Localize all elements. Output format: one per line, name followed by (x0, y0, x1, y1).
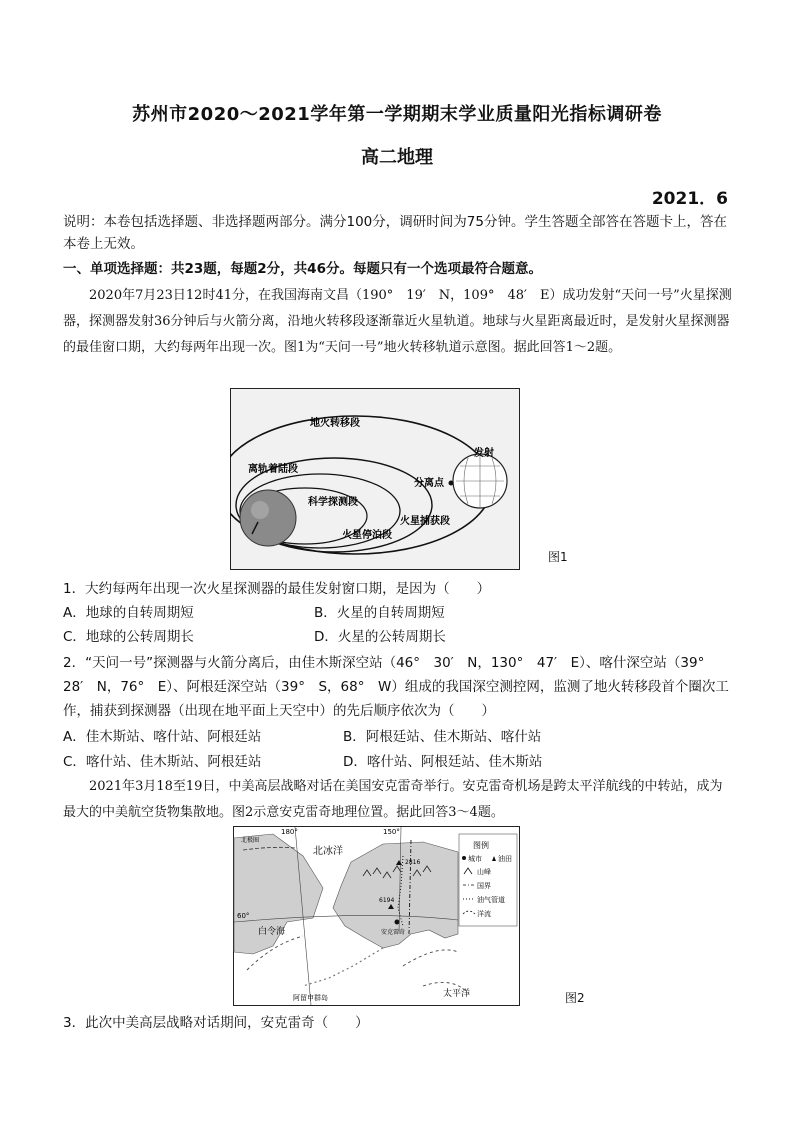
legend-city-icon (462, 856, 466, 860)
section1-heading: 一、单项选择题：共23题，每题2分，共46分。每题只有一个选项最符合题意。 (63, 261, 542, 277)
lon-180-label: 180° (281, 828, 298, 836)
page-subtitle: 高二地理 (361, 147, 433, 168)
figure-1-orbit-diagram (230, 388, 520, 570)
q1-option-c[interactable]: C．地球的公转周期长 (63, 629, 194, 645)
anchorage-city-icon (395, 920, 400, 925)
mars-icon (240, 490, 296, 546)
label-parking: 火星停泊段 (342, 530, 392, 541)
figure-2-caption: 图2 (565, 991, 585, 1005)
q1-option-a[interactable]: A．地球的自转周期短 (63, 605, 194, 621)
figure-1-caption: 图1 (548, 550, 568, 564)
figure-2-legend (459, 834, 517, 926)
arctic-ocean-label: 北冰洋 (313, 846, 343, 857)
legend-city-label: 城市 (468, 855, 482, 863)
anchorage-label: 安克雷奇 (381, 929, 406, 936)
label-transfer: 地火转移段 (310, 418, 360, 429)
q2-option-a[interactable]: A．佳木斯站、喀什站、阿根廷站 (63, 729, 262, 745)
figure-2-map (233, 826, 520, 1006)
peak-1-elevation: 2816 (405, 859, 421, 866)
label-deorbit: 离轨着陆段 (248, 464, 298, 475)
legend-title: 图例 (473, 841, 489, 850)
q1-option-b[interactable]: B．火星的自转周期短 (314, 605, 445, 621)
q2-stem: 2．“天问一号”探测器与火箭分离后，由佳木斯深空站（46° 30′ N，130° 47′ E）、喀什深空站（39° 28′ N，76° E）、阿根廷深空站（39° S，68° W）组成的我国深空测控网，监测了地火转移段首个圈次工作，捕获到探测器（出现在地平面上天空中）的先后顺序依次为（ ） (63, 655, 729, 719)
q3-stem: 3．此次中美高层战略对话期间，安克雷奇（ ） (63, 1015, 369, 1031)
label-separation: 分离点 (414, 478, 444, 489)
q1-option-d[interactable]: D．火星的公转周期长 (314, 629, 446, 645)
q2-option-c[interactable]: C．喀什站、佳木斯站、阿根廷站 (63, 754, 262, 770)
legend-pipeline-label: 油气管道 (477, 896, 505, 904)
passage-2: 2021年3月18至19日，中美高层战略对话在美国安克雷奇举行。安克雷奇机场是跨太平洋航线的中转站，成为最大的中美航空货物集散地。图2示意安克雷奇地理位置。据此回答3～4题。 (63, 779, 723, 820)
peak-2-elevation: 6194 (379, 897, 395, 904)
exam-date: 2021．6 (651, 189, 728, 209)
legend-mountain-label: 山峰 (477, 868, 491, 876)
q2-option-b[interactable]: B．阿根廷站、佳木斯站、喀什站 (343, 729, 542, 745)
bering-sea-label: 白令海 (258, 927, 286, 937)
legend-current-label: 洋流 (477, 910, 491, 918)
q2-option-d[interactable]: D．喀什站、阿根廷站、佳木斯站 (343, 754, 543, 770)
mars-crater (251, 501, 269, 519)
legend-oil-label: 油田 (498, 855, 512, 863)
pacific-ocean-label: 太平洋 (443, 989, 471, 999)
label-science: 科学探测段 (308, 497, 358, 508)
passage-1: 2020年7月23日12时41分，在我国海南文昌（190° 19′ N，109° 48′ E）成功发射“天问一号”火星探测器，探测器发射36分钟后与火箭分离，沿地火转移段逐渐靠近火星轨道。地球与火星距离最近时，是发射火星探测器的最佳窗口期，大约每两年出现一次。图1为“天问一号”地火转移轨道示意图。据此回答1～2题。 (63, 288, 732, 355)
lat-60-label: 60° (237, 912, 250, 920)
instructions: 说明：本卷包括选择题、非选择题两部分。满分100分，调研时间为75分钟。学生答题全部答在答题卡上，答在本卷上无效。 (63, 214, 727, 252)
lon-150-label: 150° (383, 828, 400, 836)
label-capture: 火星捕获段 (400, 516, 450, 527)
q1-stem: 1．大约每两年出现一次火星探测器的最佳发射窗口期，是因为（ ） (63, 581, 491, 597)
label-launch: 发射 (474, 448, 494, 459)
arctic-circle-label: 北极圈 (241, 837, 260, 844)
legend-border-label: 国界 (477, 882, 491, 890)
aleutian-label: 阿留申群岛 (293, 994, 328, 1002)
page-title: 苏州市2020～2021学年第一学期期末学业质量阳光指标调研卷 (132, 104, 662, 125)
separation-point (449, 481, 454, 486)
